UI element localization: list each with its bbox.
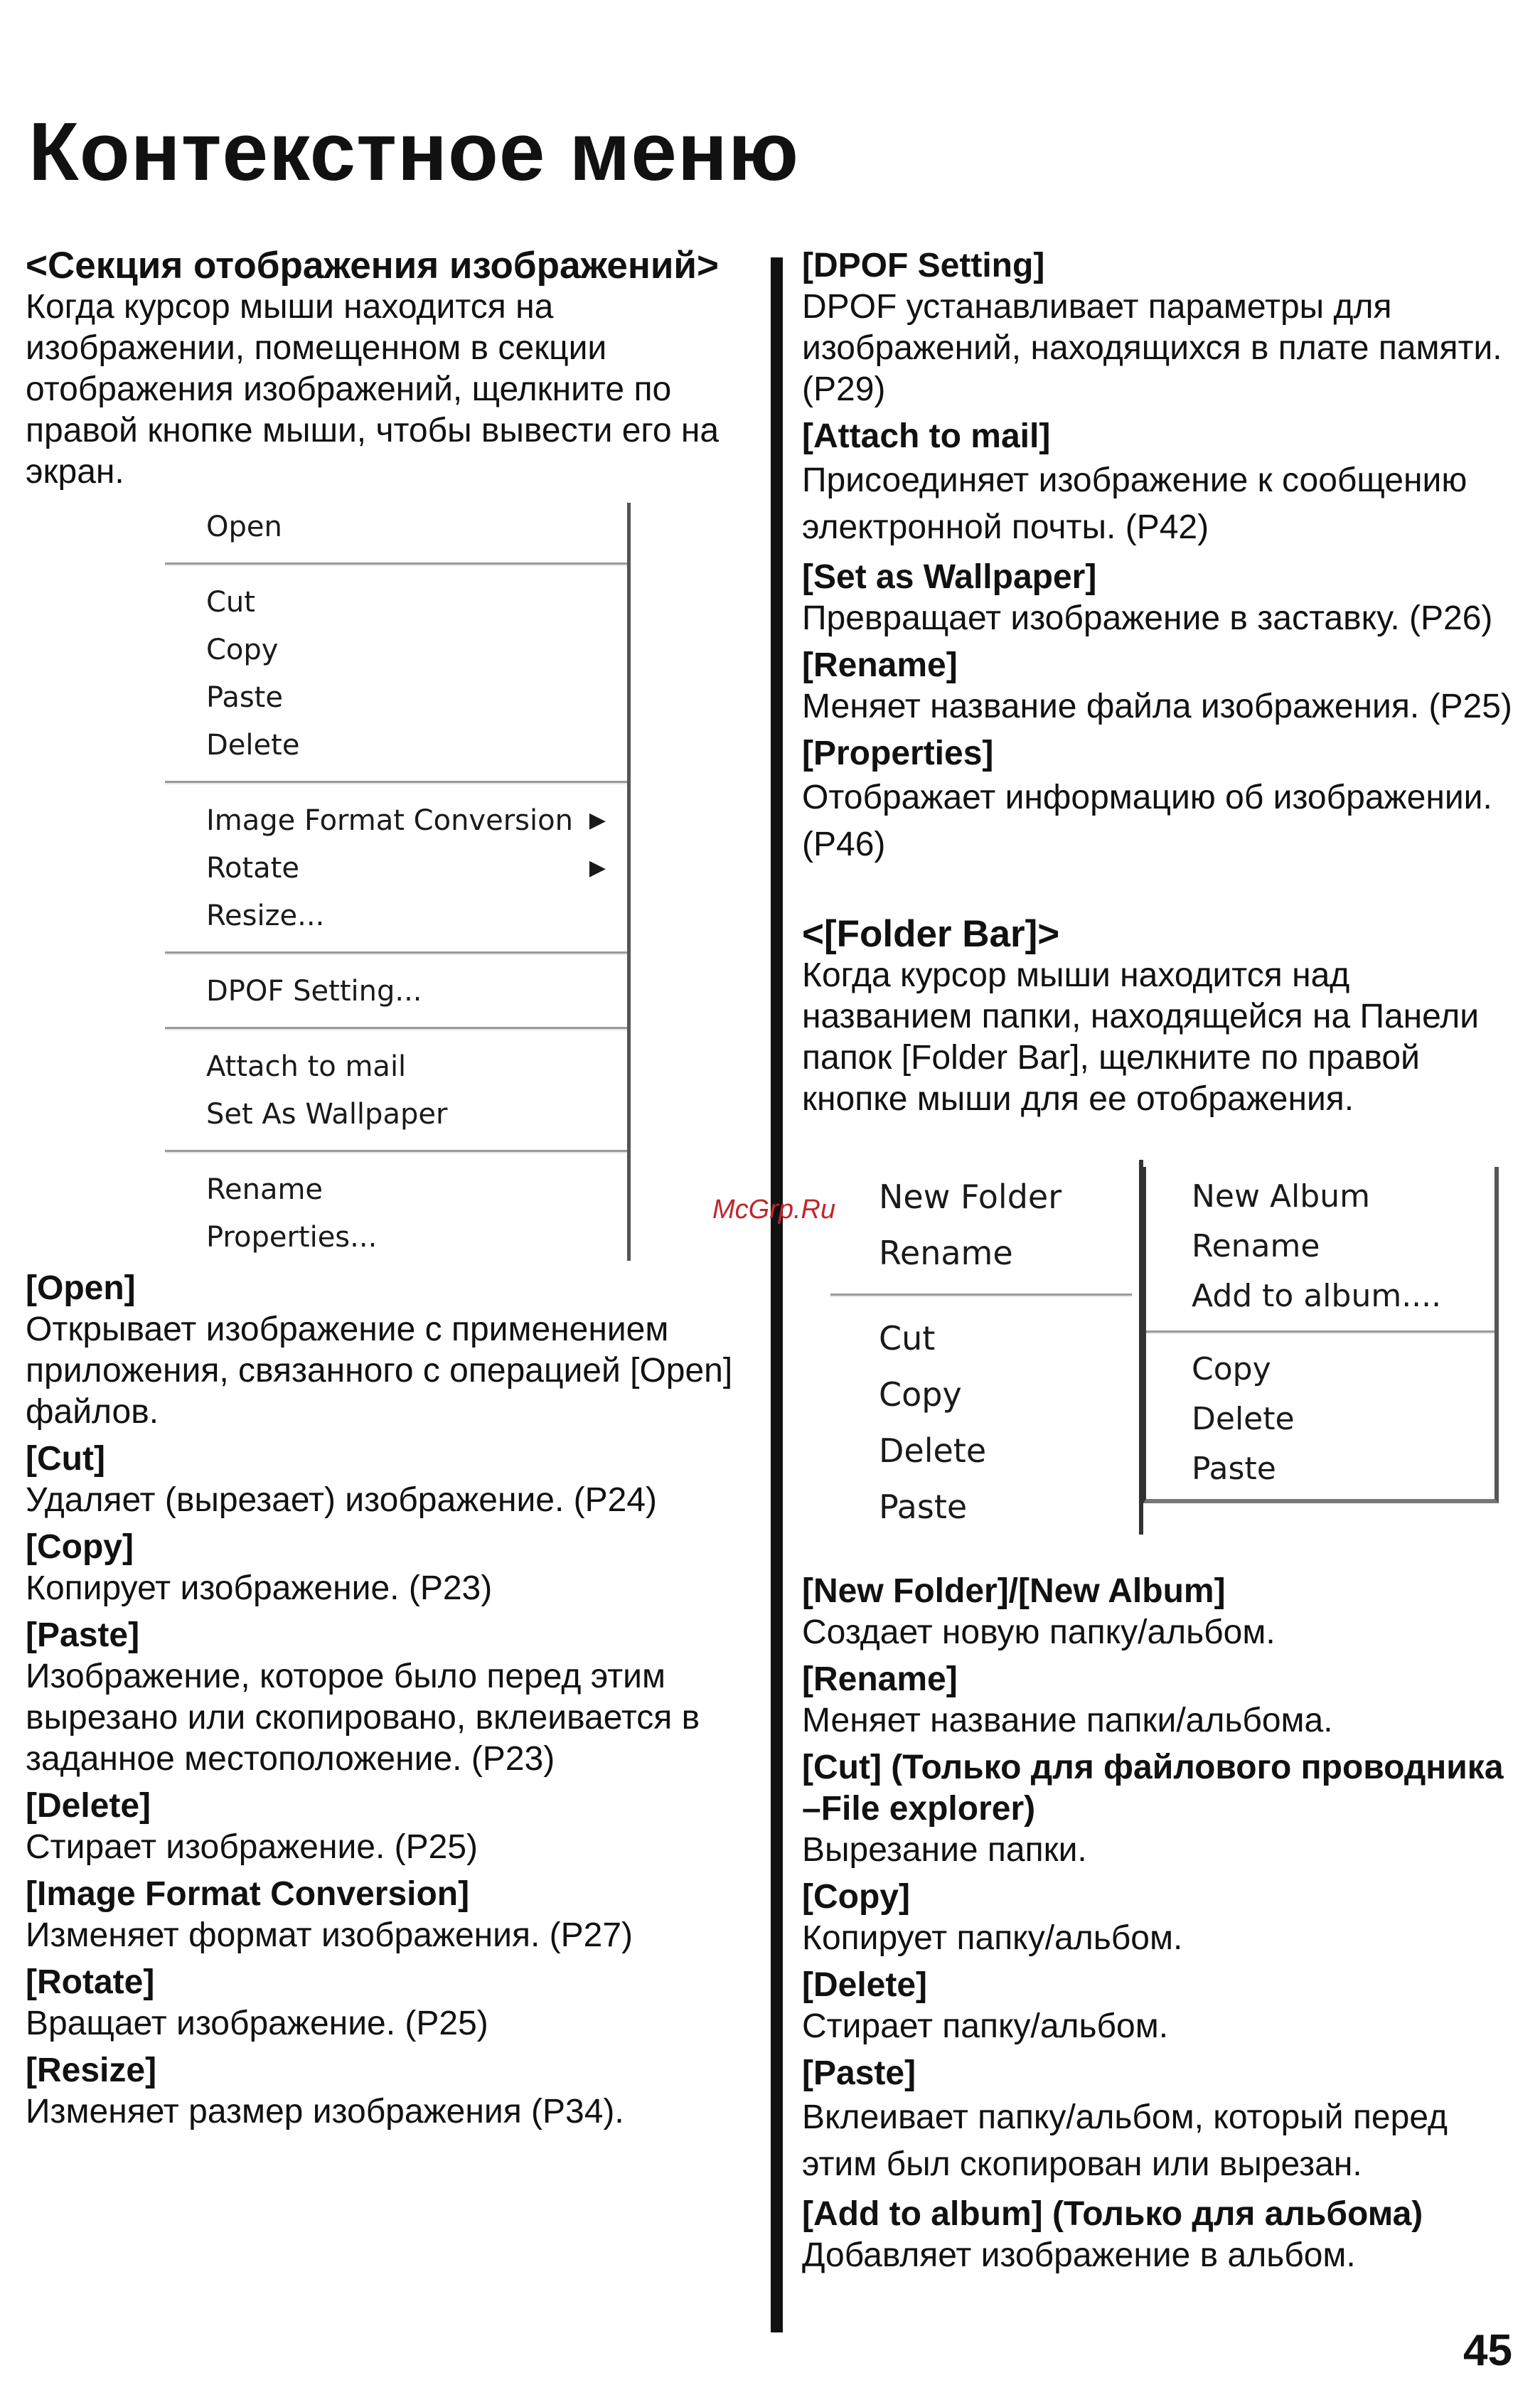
entry-description: Отображает информацию об изображении. (P46) <box>802 779 1492 863</box>
entry-heading: [Rename] <box>802 646 958 684</box>
menu-item-rename[interactable] <box>1146 1221 1494 1271</box>
entry-heading: [Paste] <box>26 1616 140 1654</box>
menu-item-delete[interactable] <box>1146 1394 1494 1444</box>
menu-item-dpof-setting[interactable] <box>165 967 627 1015</box>
menu-item-delete[interactable] <box>830 1422 1139 1478</box>
intro-image-display: Когда курсор мыши находится на изображении, помещенном в секции отображения изображений, щелкните по правой кнопке мыши, чтобы вывести его на экран. <box>26 288 720 491</box>
menu-item-label: Cut <box>206 585 255 619</box>
entry-description: Вырезание папки. <box>802 1831 1087 1869</box>
entry-description: Копирует изображение. (P23) <box>26 1569 493 1607</box>
menu-item-delete[interactable] <box>165 721 627 769</box>
entry-description: Присоединяет изображение к сообщению электронной почты. (P42) <box>802 462 1467 546</box>
entry-description: Изображение, которое было перед этим вырезано или скопировано, вклеивается в заданное местоположение. (P23) <box>26 1658 700 1778</box>
column-divider <box>771 257 783 2332</box>
entry-description: Создает новую папку/альбом. <box>802 1613 1276 1651</box>
entry-heading: [Properties] <box>802 735 994 772</box>
folder-context-menu <box>830 1160 1143 1535</box>
watermark: McGrp.Ru <box>712 1195 836 1225</box>
menu-item-label: Copy <box>879 1375 962 1414</box>
menu-item-label: Rename <box>206 1173 323 1206</box>
menu-item-label: Set As Wallpaper <box>206 1097 448 1131</box>
menu-item-set-as-wallpaper[interactable] <box>165 1090 627 1138</box>
entry-heading: [Cut] <box>26 1440 105 1478</box>
entry-heading: [Image Format Conversion] <box>26 1875 470 1913</box>
entry-description: Изменяет формат изображения. (P27) <box>26 1916 633 1954</box>
entry-description: Изменяет размер изображения (P34). <box>26 2093 624 2130</box>
menu-item-paste[interactable] <box>830 1478 1139 1535</box>
menu-item-cut[interactable] <box>165 578 627 626</box>
menu-item-label: Rotate <box>206 851 299 885</box>
menu-item-new-folder[interactable] <box>830 1168 1139 1225</box>
menu-item-rotate[interactable] <box>165 844 627 892</box>
menu-item-label: Copy <box>1192 1350 1271 1387</box>
entry-description: Вращает изображение. (P25) <box>26 2005 488 2042</box>
entry-description: Меняет название папки/альбома. <box>802 1702 1333 1739</box>
menu-item-add-to-album[interactable] <box>1146 1271 1494 1321</box>
entry-heading: [Copy] <box>26 1528 134 1566</box>
menu-item-label: Image Format Conversion <box>206 804 573 837</box>
entry-heading: [Copy] <box>802 1878 910 1916</box>
submenu-arrow-icon: ▶ <box>589 855 606 880</box>
entry-heading: [Set as Wallpaper] <box>802 558 1097 596</box>
entry-heading: [Open] <box>26 1269 136 1307</box>
menu-item-label: New Folder <box>879 1177 1062 1216</box>
menu-item-label: Resize... <box>206 899 325 932</box>
entry-heading: [Add to album] (Только для альбома) <box>802 2195 1423 2233</box>
entry-description: Открывает изображение с применением приложения, связанного с операцией [Open] файлов. <box>26 1311 733 1431</box>
menu-item-attach-to-mail[interactable] <box>165 1042 627 1090</box>
entry-description: DPOF устанавливает параметры для изображений, находящихся в плате памяти. (P29) <box>802 288 1502 408</box>
menu-item-paste[interactable] <box>1146 1444 1494 1493</box>
entry-description: Превращает изображение в заставку. (P26) <box>802 599 1493 637</box>
menu-item-copy[interactable] <box>165 626 627 673</box>
entry-heading: [New Folder]/[New Album] <box>802 1572 1226 1610</box>
right-column <box>802 245 1520 2282</box>
menu-item-copy[interactable] <box>1146 1344 1494 1394</box>
left-column <box>26 245 751 2138</box>
entry-heading: [DPOF Setting] <box>802 247 1045 284</box>
menu-item-label: Paste <box>1192 1450 1276 1487</box>
menu-item-label: Paste <box>879 1487 968 1526</box>
menu-separator <box>165 951 627 955</box>
menu-item-label: Add to album.... <box>1192 1277 1442 1314</box>
menu-item-open[interactable] <box>165 503 627 550</box>
menu-separator <box>165 1027 627 1030</box>
folder-menus <box>802 1160 1520 1565</box>
menu-item-label: Delete <box>206 728 300 762</box>
right-entries-top <box>802 245 1520 874</box>
menu-item-rename[interactable] <box>830 1225 1139 1281</box>
entry-heading: [Resize] <box>26 2052 157 2089</box>
menu-item-label: DPOF Setting... <box>206 974 422 1008</box>
entry-heading: [Cut] (Только для файлового проводника –File explorer) <box>802 1749 1504 1828</box>
section-title-folder-bar: <[Folder Bar]> <box>802 913 1060 955</box>
menu-item-cut[interactable] <box>830 1310 1139 1366</box>
entry-heading: [Rename] <box>802 1660 958 1698</box>
intro-folder-bar: Когда курсор мыши находится над названием папки, находящейся на Панели папок [Folder Bar], щелкните по правой кнопке мыши для ее отображения. <box>802 956 1480 1118</box>
entry-description: Копирует папку/альбом. <box>802 1919 1183 1957</box>
section-title-image-display: <Секция отображения изображений> <box>26 245 719 287</box>
entry-description: Стирает изображение. (P25) <box>26 1828 478 1866</box>
right-entries-bottom <box>802 1571 1520 2282</box>
entry-heading: [Paste] <box>802 2054 916 2092</box>
menu-item-label: Delete <box>1192 1400 1295 1437</box>
menu-item-label: Rename <box>1192 1227 1320 1264</box>
menu-separator <box>165 562 627 566</box>
entry-heading: [Rotate] <box>26 1963 155 2001</box>
image-context-menu <box>165 503 631 1261</box>
menu-item-image-format-conversion[interactable] <box>165 796 627 844</box>
album-context-menu <box>1143 1167 1499 1503</box>
menu-item-paste[interactable] <box>165 673 627 721</box>
menu-item-copy[interactable] <box>830 1366 1139 1422</box>
entry-description: Стирает папку/альбом. <box>802 2007 1169 2045</box>
menu-item-label: New Album <box>1192 1178 1370 1215</box>
entry-description: Добавляет изображение в альбом. <box>802 2236 1356 2274</box>
entry-heading: [Delete] <box>26 1787 151 1825</box>
entry-heading: [Attach to mail] <box>802 417 1051 455</box>
entry-description: Удаляет (вырезает) изображение. (P24) <box>26 1481 658 1519</box>
menu-separator <box>165 781 627 784</box>
menu-item-label: Delete <box>879 1431 987 1470</box>
menu-item-label: Properties... <box>206 1220 378 1254</box>
menu-separator <box>830 1293 1132 1297</box>
menu-item-label: Rename <box>879 1233 1013 1272</box>
entry-heading: [Delete] <box>802 1966 928 2004</box>
menu-item-properties[interactable] <box>165 1213 627 1261</box>
menu-item-label: Paste <box>206 681 283 714</box>
left-entries <box>26 1268 751 2138</box>
menu-item-label: Open <box>206 510 282 543</box>
menu-item-new-album[interactable] <box>1146 1171 1494 1221</box>
entry-description: Меняет название файла изображения. (P25) <box>802 688 1512 725</box>
menu-item-rename[interactable] <box>165 1166 627 1213</box>
entry-description: Вклеивает папку/альбом, который перед этим был скопирован или вырезан. <box>802 2098 1448 2183</box>
menu-item-resize[interactable] <box>165 892 627 939</box>
page-number: 45 <box>1463 2326 1512 2375</box>
submenu-arrow-icon: ▶ <box>589 808 606 833</box>
menu-item-label: Attach to mail <box>206 1050 407 1083</box>
menu-separator <box>165 1150 627 1153</box>
menu-item-label: Copy <box>206 633 279 666</box>
menu-item-label: Cut <box>879 1318 936 1357</box>
menu-separator <box>1146 1330 1494 1334</box>
page-title: Контекстное меню <box>28 105 800 198</box>
